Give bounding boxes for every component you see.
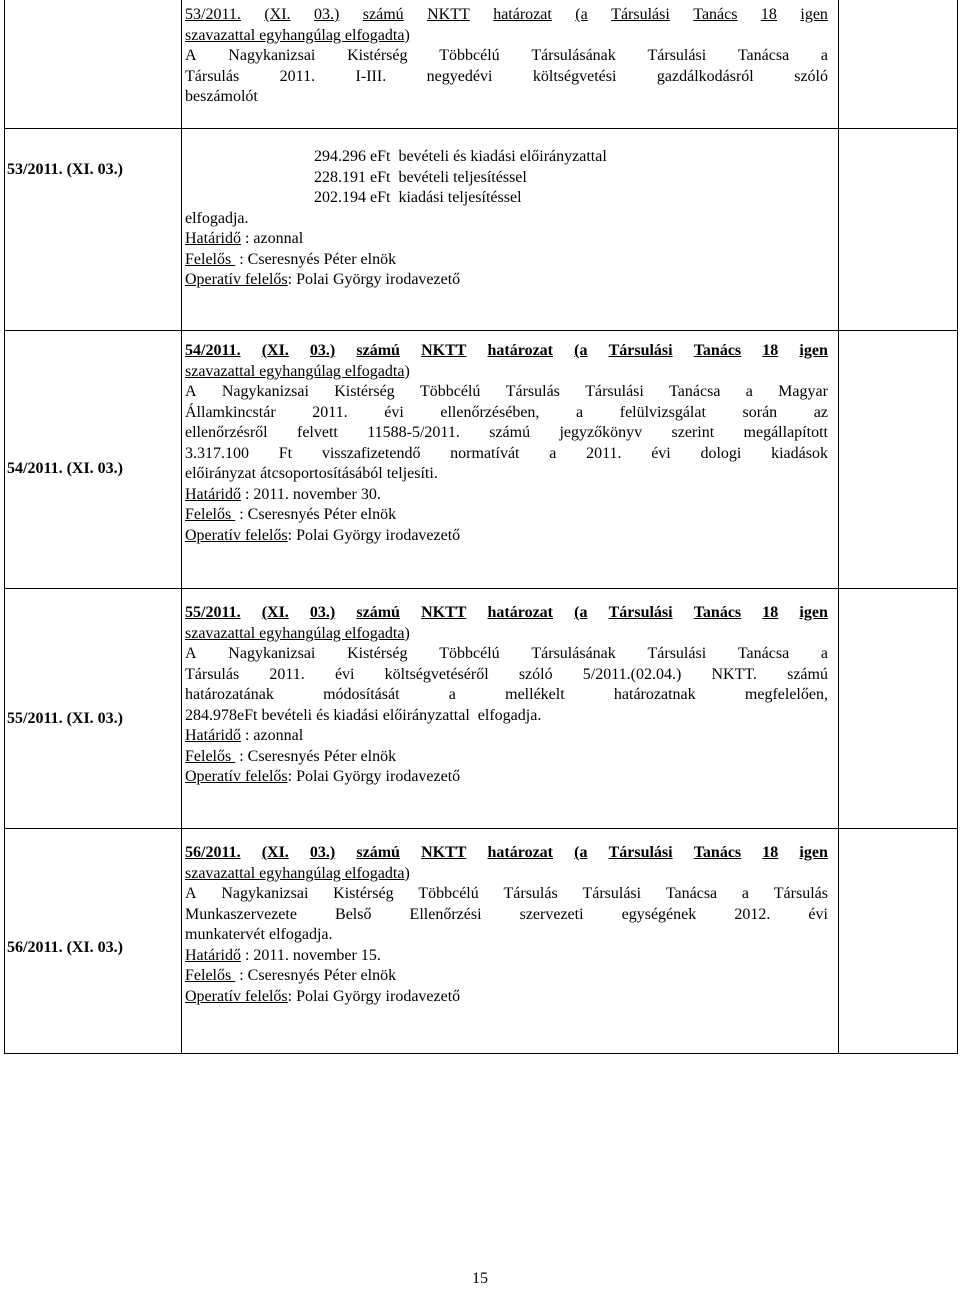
word: NKTT. xyxy=(711,665,757,683)
resolution-55 xyxy=(185,603,828,788)
word: során xyxy=(742,403,778,421)
word: Társulási xyxy=(608,844,673,861)
word: megállapított xyxy=(743,424,828,441)
amount-line: 228.191 eFt bevételi teljesítéssel xyxy=(314,168,527,186)
deadline-line: Határidő : 2011. november 15. xyxy=(185,946,381,964)
word: Társulás xyxy=(185,67,240,85)
word: Ft xyxy=(278,444,293,462)
word: igen xyxy=(800,6,828,23)
body-line xyxy=(185,46,828,67)
word: Tanács xyxy=(693,6,738,23)
deadline-line: Határidő : 2011. november 30. xyxy=(185,485,381,503)
word: normatívát xyxy=(450,444,520,462)
word: Többcélú xyxy=(439,47,500,64)
word: 18 xyxy=(760,6,777,23)
word: Kistérség xyxy=(347,645,408,662)
body-line xyxy=(185,403,828,424)
word: módosítását xyxy=(323,686,400,703)
word: 56/2011. xyxy=(185,844,241,861)
word: A xyxy=(185,47,197,64)
word: Államkincstár xyxy=(185,403,276,421)
body-line: munkatervét elfogadja. xyxy=(185,926,333,943)
word: A xyxy=(185,885,197,902)
word: Társulás xyxy=(505,383,560,400)
word: szóló xyxy=(518,665,553,683)
word: Tanácsa xyxy=(669,383,721,400)
word: Társulás xyxy=(503,885,558,902)
word: határozat xyxy=(487,342,553,359)
body-line xyxy=(185,423,828,444)
word: felülvizsgálat xyxy=(619,403,706,421)
word: Társulás xyxy=(185,665,240,683)
heading-line xyxy=(185,5,828,26)
word: (a xyxy=(574,342,588,359)
word: Nagykanizsai xyxy=(221,885,309,902)
resolution-56 xyxy=(185,843,828,1007)
deadline-line: Határidő : azonnal xyxy=(185,230,304,247)
body-line xyxy=(185,644,828,665)
word: 03.) xyxy=(309,844,336,861)
word: (XI. xyxy=(261,844,289,861)
operative-line: Operatív felelős : Polai György irodavezető xyxy=(185,271,461,288)
word: határozatnak xyxy=(613,686,696,703)
word: megfelelően, xyxy=(744,686,828,703)
heading-line-2: szavazattal egyhangúlag elfogadta) xyxy=(185,864,410,882)
word: Kistérség xyxy=(347,47,408,64)
word: határozat xyxy=(487,604,553,621)
operative-line: Operatív felelős : Polai György irodavezető xyxy=(185,987,461,1005)
word: Társulási xyxy=(608,342,673,359)
word: 03.) xyxy=(309,342,336,359)
word: évi xyxy=(651,444,671,462)
word: számú xyxy=(787,665,828,683)
responsible-line: Felelős : Cseresnyés Péter elnök xyxy=(185,250,397,268)
word: Tanács xyxy=(693,844,742,861)
word: A xyxy=(185,645,197,662)
word: kiadások xyxy=(771,444,828,462)
heading-line xyxy=(185,843,828,864)
body-line xyxy=(185,67,828,88)
responsible-line: Felelős : Cseresnyés Péter elnök xyxy=(185,967,397,984)
column-divider xyxy=(838,0,839,1053)
word: (XI. xyxy=(261,604,289,621)
word: felvett xyxy=(297,424,338,441)
word: (XI. xyxy=(261,342,289,359)
word: határozat xyxy=(487,844,553,861)
word: számú xyxy=(356,342,400,359)
word: 2012. xyxy=(734,905,771,923)
word: Tanácsa xyxy=(737,645,790,662)
word: 18 xyxy=(762,604,779,621)
word: NKTT xyxy=(427,6,470,23)
word: Többcélú xyxy=(419,383,481,400)
word: igen xyxy=(799,342,828,359)
word: 53/2011. xyxy=(185,6,241,23)
operative-line: Operatív felelős : Polai György irodavezető xyxy=(185,526,461,544)
word: a xyxy=(820,645,828,662)
word: évi xyxy=(384,403,404,421)
word: a xyxy=(820,47,828,64)
responsible-line: Felelős : Cseresnyés Péter elnök xyxy=(185,506,397,523)
word: igen xyxy=(799,604,828,621)
word: Társulásának xyxy=(531,47,616,64)
word: Társulási xyxy=(585,383,644,400)
top-resolution-header xyxy=(185,5,828,108)
word: szervezeti xyxy=(519,905,584,923)
word: Ellenőrzési xyxy=(409,905,482,923)
word: 5/2011.(02.04.) xyxy=(582,665,682,683)
word: ellenőrzésről xyxy=(185,424,268,441)
word: NKTT xyxy=(421,342,467,359)
word: (a xyxy=(574,604,588,621)
body-line xyxy=(185,444,828,465)
word: 2011. xyxy=(279,67,316,85)
word: az xyxy=(813,403,828,421)
body-line xyxy=(185,665,828,686)
word: Társulási xyxy=(647,47,707,64)
word: számú xyxy=(356,604,400,621)
word: egységének xyxy=(621,905,697,923)
body-line: előirányzat átcsoportosításából teljesíti. xyxy=(185,465,438,482)
word: Tanács xyxy=(693,604,742,621)
word: szerint xyxy=(671,424,715,441)
resolution-number-55: 55/2011. (XI. 03.) xyxy=(7,710,123,727)
word: a xyxy=(448,686,456,703)
word: negyedévi xyxy=(426,67,493,85)
word: 55/2011. xyxy=(185,604,241,621)
resolution-number-54: 54/2011. (XI. 03.) xyxy=(7,460,123,477)
word: 03.) xyxy=(309,604,336,621)
accept-line: elfogadja. xyxy=(185,209,249,227)
amount-line: 202.194 eFt kiadási teljesítéssel xyxy=(314,189,522,206)
resolution-number-56: 56/2011. (XI. 03.) xyxy=(7,939,123,956)
word: határozatának xyxy=(185,686,274,703)
body-line xyxy=(185,905,828,926)
responsible-line: Felelős : Cseresnyés Péter elnök xyxy=(185,747,397,765)
word: Társulásának xyxy=(531,645,616,662)
word: 03.) xyxy=(313,6,340,23)
row-divider xyxy=(5,828,957,829)
heading-line xyxy=(185,341,828,362)
word: költségvetéséről xyxy=(384,665,489,683)
word: a xyxy=(576,403,584,421)
page-number: 15 xyxy=(472,1270,488,1287)
word: Többcélú xyxy=(418,885,479,902)
word: évi xyxy=(808,905,828,923)
word: visszafizetendő xyxy=(321,444,421,462)
word: Többcélú xyxy=(439,645,500,662)
word: 11588-5/2011. xyxy=(367,424,460,441)
word: (a xyxy=(575,6,588,23)
body-line xyxy=(185,382,828,403)
word: számú xyxy=(489,424,531,441)
heading-line-2: szavazattal egyhangúlag elfogadta) xyxy=(185,624,410,642)
body-line: beszámolót xyxy=(185,88,258,105)
word: Tanácsa xyxy=(737,47,790,64)
word: dologi xyxy=(700,444,742,462)
word: Nagykanizsai xyxy=(221,383,309,400)
word: gazdálkodásról xyxy=(656,67,754,85)
word: 2011. xyxy=(586,444,622,462)
word: Kistérség xyxy=(333,885,394,902)
word: a xyxy=(741,885,750,902)
word: Társulási xyxy=(608,604,673,621)
word: Nagykanizsai xyxy=(228,47,316,64)
word: költségvetési xyxy=(532,67,617,85)
word: Kistérség xyxy=(334,383,395,400)
word: a xyxy=(745,383,753,400)
word: Társulási xyxy=(647,645,707,662)
word: számú xyxy=(362,6,404,23)
word: NKTT xyxy=(421,604,467,621)
word: Társulási xyxy=(582,885,642,902)
resolution-number-53: 53/2011. (XI. 03.) xyxy=(7,161,123,178)
word: NKTT xyxy=(421,844,467,861)
operative-line: Operatív felelős : Polai György irodavezető xyxy=(185,768,461,785)
word: évi xyxy=(334,665,355,683)
body-line: 284.978eFt bevételi és kiadási előirányzattal elfogadja. xyxy=(185,706,542,724)
word: Társulási xyxy=(611,6,670,23)
deadline-line: Határidő : azonnal xyxy=(185,727,304,744)
word: jegyzőkönyv xyxy=(559,424,643,441)
word: a xyxy=(549,444,557,462)
word: Tanács xyxy=(693,342,742,359)
word: 54/2011. xyxy=(185,342,241,359)
word: határozat xyxy=(493,6,552,23)
word: Belső xyxy=(335,905,372,923)
word: A xyxy=(185,383,197,400)
word: (a xyxy=(574,844,588,861)
row-divider xyxy=(5,128,957,129)
body-line xyxy=(185,685,828,706)
heading-line xyxy=(185,603,828,624)
word: ellenőrzésében, xyxy=(440,403,540,421)
heading-line-2: szavazattal egyhangúlag elfogadta) xyxy=(185,26,410,44)
word: mellékelt xyxy=(505,686,565,703)
word: Munkaszervezete xyxy=(185,905,297,923)
column-divider xyxy=(181,0,182,1053)
word: I-III. xyxy=(355,67,387,85)
word: Társulás xyxy=(773,885,828,902)
word: 2011. xyxy=(312,403,348,421)
word: Tanácsa xyxy=(665,885,718,902)
heading-line-2: szavazattal egyhangúlag elfogadta) xyxy=(185,362,410,380)
row-divider xyxy=(5,330,957,331)
word: Magyar xyxy=(778,383,828,400)
word: 18 xyxy=(762,342,779,359)
word: (XI. xyxy=(264,6,291,23)
word: 18 xyxy=(762,844,779,861)
body-line xyxy=(185,884,828,905)
word: szóló xyxy=(794,67,828,85)
word: 3.317.100 xyxy=(185,444,249,462)
word: 2011. xyxy=(269,665,305,683)
word: igen xyxy=(799,844,828,861)
resolution-54 xyxy=(185,341,828,546)
row-divider xyxy=(5,588,957,589)
word: Nagykanizsai xyxy=(228,645,316,662)
resolution-53-details xyxy=(185,147,828,291)
amount-line: 294.296 eFt bevételi és kiadási előirányzattal xyxy=(314,148,607,165)
word: számú xyxy=(356,844,400,861)
